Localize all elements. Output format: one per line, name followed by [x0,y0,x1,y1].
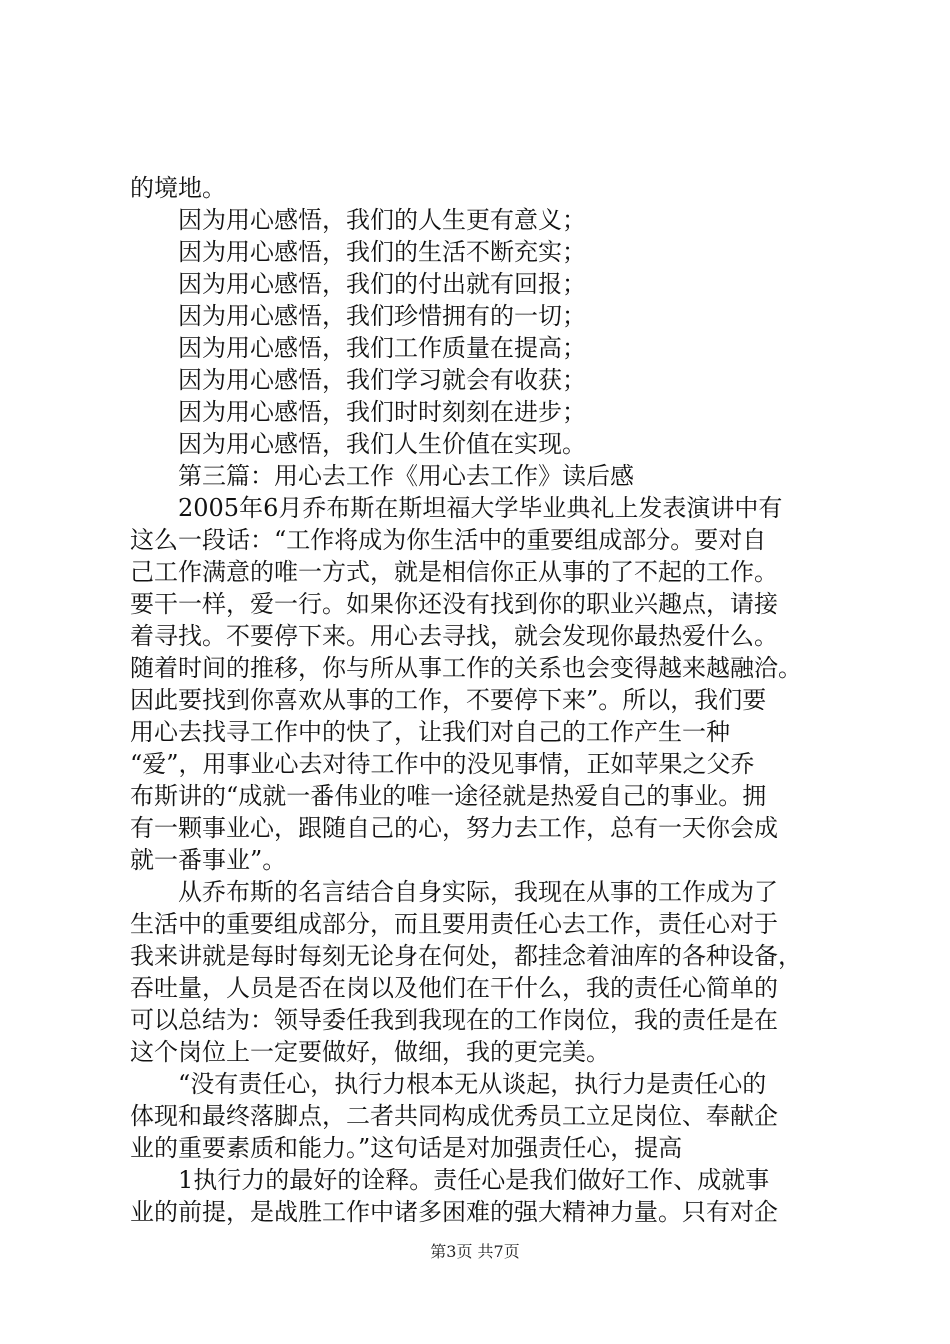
text-line: 因为用心感悟，我们人生价值在实现。 [178,430,586,458]
text-line: 吞吐量，人员是否在岗以及他们在干什么，我的责任心简单的 [130,974,778,1002]
text-line: 己工作满意的唯一方式，就是相信你正从事的了不起的工作。 [130,558,778,586]
text-line: 布斯讲的“成就一番伟业的唯一途径就是热爱自己的事业。拥 [130,782,767,810]
text-line: 着寻找。不要停下来。用心去寻找，就会发现你最热爱什么。 [130,622,778,650]
text-line: 因为用心感悟，我们的生活不断充实； [178,238,586,266]
text-line: 因为用心感悟，我们的付出就有回报； [178,270,586,298]
page-footer: 第3页 共7页 [430,1242,520,1261]
text-line: 1执行力的最好的诠释。责任心是我们做好工作、成就事 [178,1166,770,1194]
text-line: 要干一样，爱一行。如果你还没有找到你的职业兴趣点，请接 [130,590,778,618]
text-line: “没有责任心，执行力根本无从谈起，执行力是责任心的 [178,1070,767,1098]
text-line: 因为用心感悟，我们的人生更有意义； [178,206,586,234]
text-line: 因为用心感悟，我们珍惜拥有的一切； [178,302,586,330]
text-line: 的境地。 [130,174,226,202]
text-line: 因为用心感悟，我们工作质量在提高； [178,334,586,362]
text-line: 就一番事业”。 [130,846,287,874]
text-line: 用心去找寻工作中的快了，让我们对自己的工作产生一种 [130,718,730,746]
text-line: 体现和最终落脚点，二者共同构成优秀员工立足岗位、奉献企 [130,1102,778,1130]
text-line: 我来讲就是每时每刻无论身在何处，都挂念着油库的各种设备， [130,942,802,970]
text-line: 业的重要素质和能力。”这句话是对加强责任心，提高 [130,1134,683,1162]
text-line: 从乔布斯的名言结合自身实际，我现在从事的工作成为了 [178,878,778,906]
document-body [130,172,830,1228]
text-line: 随着时间的推移，你与所从事工作的关系也会变得越来越融洽。 [130,654,802,682]
text-line: 这么一段话：“工作将成为你生活中的重要组成部分。要对自 [130,526,767,554]
text-line: 因为用心感悟，我们学习就会有收获； [178,366,586,394]
text-line: 2005年6月乔布斯在斯坦福大学毕业典礼上发表演讲中有 [178,494,783,522]
text-line: “爱”，用事业心去对待工作中的没见事情，正如苹果之父乔 [130,750,755,778]
text-line: 这个岗位上一定要做好，做细，我的更完美。 [130,1038,610,1066]
text-line: 可以总结为：领导委任我到我现在的工作岗位，我的责任是在 [130,1006,778,1034]
text-line: 生活中的重要组成部分，而且要用责任心去工作，责任心对于 [130,910,778,938]
text-line: 因为用心感悟，我们时时刻刻在进步； [178,398,586,426]
text-line: 有一颗事业心，跟随自己的心，努力去工作，总有一天你会成 [130,814,778,842]
text-line: 因此要找到你喜欢从事的工作，不要停下来”。所以，我们要 [130,686,767,714]
text-line: 业的前提，是战胜工作中诸多困难的强大精神力量。只有对企 [130,1198,778,1226]
text-line: 第三篇：用心去工作《用心去工作》读后感 [178,462,634,490]
